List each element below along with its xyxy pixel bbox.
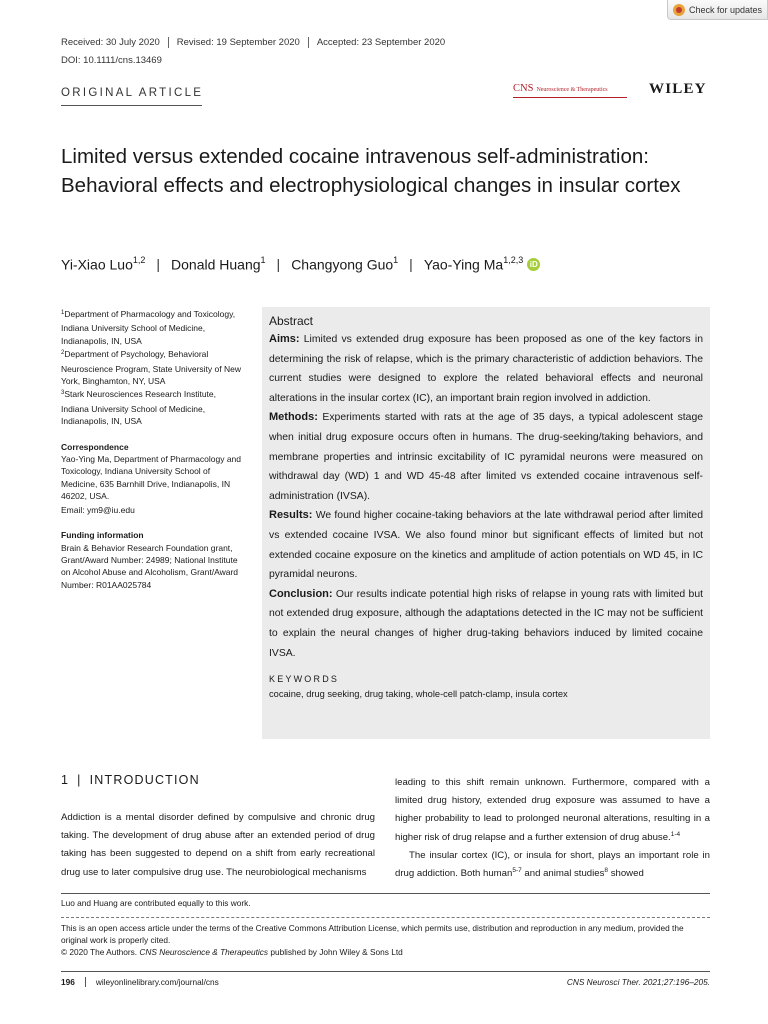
abstract-aims: Aims: Limited vs extended drug exposure has been proposed as one of the key factors in determining the risk of relapse, which is the primary characteristic of addiction behaviors. The current studies were designed to explore the related behavioral effects and neuronal alterations in the insular cortex (IC), an important brain region involved in addiction.: [269, 333, 703, 404]
footnote-divider: [61, 917, 710, 918]
author-list: [61, 256, 540, 273]
keywords-list: cocaine, drug seeking, drug taking, whole-cell patch-clamp, insula cortex: [269, 689, 568, 700]
intro-paragraph-left: Addiction is a mental disorder defined by compulsive and chronic drug taking. The development of drug abuse after an extended period of drug taking has been suggested to depend on a shift from early recreational drug use to later compulsive drug use. The neurobiological mechanisms: [61, 812, 375, 878]
affiliation: $^3$Stark Neurosciences Research Institute, Indiana University School of Medicine, Indianapolis, IN, USA: [61, 389, 216, 427]
date-divider: [168, 37, 169, 48]
citation-ref[interactable]: 5-7: [512, 866, 522, 874]
affiliation: $^2$Department of Psychology, Behavioral Neuroscience Program, State University of New York, Binghamton, NY, USA: [61, 349, 241, 387]
check-for-updates-button[interactable]: [667, 0, 768, 20]
journal-logo: [513, 83, 627, 98]
abstract-methods: Methods: Experiments started with rats at the age of 35 days, a typical adolescent stage when initial drug exposure occurs often in humans. The drug-seeking/taking behaviors, and membrane properties and intrinsic excitability of IC pyramidal neurons were measured on withdrawal day (WD) 1 and WD 45-48 after limited vs extended cocaine intravenous self-administration (IVSA).: [269, 411, 703, 502]
article-dates: [61, 37, 445, 48]
journal-logo-short: CNS: [513, 83, 534, 94]
contribution-footnote: Luo and Huang are contributed equally to this work.: [61, 898, 251, 908]
author-affiliation: 1: [393, 255, 399, 265]
date-divider: [308, 37, 309, 48]
article-type-rule: [61, 105, 202, 106]
intro-paragraph: leading to this shift remain unknown. Furthermore, compared with a limited drug history, extended drug exposure was assumed to have a higher probability to lead to prolonged neuronal alterations, resulting in a higher risk of drug relapse and a further extension of drug abuse.$^{1-4}$: [395, 777, 710, 843]
check-for-updates-label: Check for updates: [689, 4, 763, 15]
keywords-heading: KEYWORDS: [269, 674, 340, 685]
author-affiliation: 1: [260, 255, 266, 265]
correspondence-heading: Correspondence: [61, 441, 129, 452]
author-name[interactable]: Yi-Xiao Luo$^{1,2}$: [61, 255, 146, 273]
author-affiliation: 1,2: [132, 255, 146, 265]
footer-divider: [85, 977, 86, 987]
author-name[interactable]: Yao-Ying Ma$^{1,2,3}$: [423, 255, 524, 273]
correspondence-email[interactable]: Email: ym9@iu.edu: [61, 504, 135, 515]
author-divider: |: [156, 256, 161, 273]
doi[interactable]: DOI: 10.1111/cns.13469: [61, 55, 162, 66]
revised-date: Revised: 19 September 2020: [176, 37, 300, 48]
journal-citation: CNS Neurosci Ther. 2021;27:196–205.: [566, 977, 710, 987]
abstract-results: Results: We found higher cocaine-taking behaviors at the late withdrawal period after limited vs extended cocaine IVSA. We also found minor but significant effects of limited but not extended cocaine exposure on the kinetics and amplitude of action potentials on WD 45, in IC pyramidal neurons.: [269, 509, 703, 581]
article-title: Limited versus extended cocaine intravenous self-administration: Behavioral effects and electrophysiological changes in insular cortex: [61, 145, 681, 197]
citation-ref[interactable]: 8: [604, 866, 609, 874]
journal-url[interactable]: wileyonlinelibrary.com/journal/cns: [95, 977, 219, 987]
page-number: 196: [61, 977, 75, 987]
license-notice: [61, 922, 710, 958]
orcid-icon[interactable]: iD: [527, 258, 540, 271]
abstract-conclusion: Conclusion: Our results indicate potential high risks of relapse in young rats with limited but not extended drug exposure, although the adaptations detected in the IC may not be sufficient to explain the neural changes of higher drug-taking behaviors induced by limited cocaine IVSA.: [269, 587, 703, 659]
citation-ref[interactable]: 1-4: [670, 830, 681, 838]
copyright-line: © 2020 The Authors. CNS Neuroscience & Therapeutics published by John Wiley & Sons Ltd: [61, 947, 403, 957]
author-name[interactable]: Donald Huang$^1$: [171, 255, 266, 273]
article-type: ORIGINAL ARTICLE: [61, 87, 204, 99]
crossmark-icon: [673, 4, 685, 16]
affiliation: $^1$Department of Pharmacology and Toxicology, Indiana University School of Medicine, Indianapolis, IN, USA: [61, 309, 236, 346]
abstract-box: [262, 307, 710, 739]
abstract-heading: Abstract: [269, 314, 314, 328]
intro-paragraph: The insular cortex (IC), or insula for short, plays an important role in drug addiction. Both human$^{5-7}$ and animal studies$^8$ showed: [395, 849, 710, 880]
author-divider: |: [409, 256, 413, 273]
correspondence-text: Yao-Ying Ma, Department of Pharmacology and Toxicology, Indiana University School of Medicine, 635 Barnhill Drive, Indianapolis, IN 46202, USA.: [61, 454, 242, 502]
intro-column-right: [395, 774, 710, 883]
publisher-logo: WILEY: [649, 81, 707, 97]
footnote-rule: [61, 893, 710, 894]
author-divider: |: [276, 256, 281, 273]
journal-logo-tail: Neuroscience & Therapeutics: [536, 87, 608, 93]
section-heading-introduction: 1 | INTRODUCTION: [61, 773, 200, 787]
footer-rule: [61, 971, 710, 972]
license-text: This is an open access article under the terms of the Creative Commons Attribution License, which permits use, distribution and reproduction in any medium, provided the original work is properly cited.: [61, 923, 684, 945]
author-name[interactable]: Changyong Guo$^1$: [291, 255, 399, 273]
received-date: Received: 30 July 2020: [61, 37, 160, 48]
article-info-column: [61, 308, 246, 592]
funding-text: Brain & Behavior Research Foundation grant, Grant/Award Number: 24989; National Institute on Alcohol Abuse and Alcoholism, Grant/Award Number: R01AA025784: [61, 542, 239, 590]
funding-heading: Funding information: [61, 530, 144, 541]
accepted-date: Accepted: 23 September 2020: [316, 37, 446, 48]
author-affiliation: 1,2,3: [503, 255, 524, 265]
page-footer: [61, 977, 710, 987]
